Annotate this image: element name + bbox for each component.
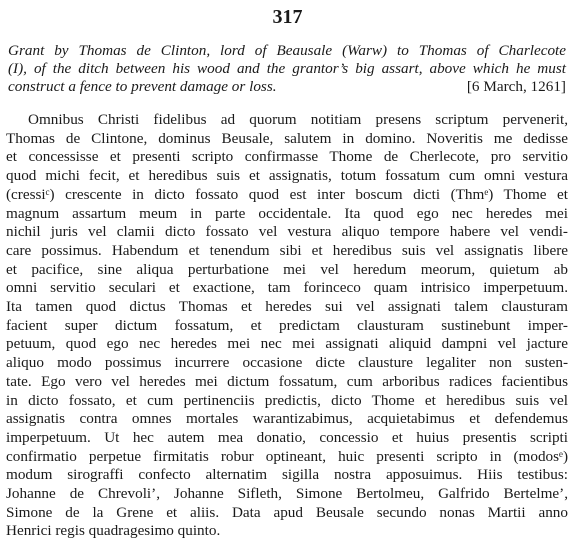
charter-line: Omnibus Christi fidelibus ad quorum notitiam presens scriptum pervenerit, bbox=[28, 111, 568, 128]
charter-line: Johanne de Chrevoli’, Johanne Sifleth, Simone Bertolmeu, Galfrido Bertelme’, bbox=[6, 485, 568, 503]
charter-line: tate. Ego vero vel heredes mei dictum fossatum, cum arboribus radices facientibus bbox=[6, 372, 568, 390]
charter-line: care possimus. Habendum et tenendum sibi et heredibus suis vel assignatis libere bbox=[6, 241, 568, 259]
summary-line: (I), of the ditch between his wood and the grantor’s big assart, above which he must bbox=[8, 60, 566, 77]
summary-line: Grant by Thomas de Clinton, lord of Beausale (Warw) to Thomas of Charlecote bbox=[8, 42, 566, 59]
document-date: [6 March, 1261] bbox=[466, 78, 566, 95]
charter-line: omni servitio seculari et exactione, tam forinceco quam intrisico imperpetuum. bbox=[6, 279, 568, 297]
summary-line-last bbox=[8, 78, 566, 96]
charter-line: aliquo modo possimus incurrere occasione dicte clausture legaliter non susten- bbox=[6, 354, 568, 372]
charter-line: et pacifice, sine aliqua perturbatione mei vel heredum meorum, quietum ab bbox=[6, 260, 568, 278]
summary-line-text: construct a fence to prevent damage or loss. bbox=[8, 78, 277, 95]
document-summary bbox=[8, 42, 566, 96]
charter-line: nichil juris vel clamii dicto fossato vel vestura aliquo tempore habere vel vendi- bbox=[6, 223, 568, 241]
charter-line: imperpetuum. Ut hec autem mea donatio, concessio et huius presentis scripti bbox=[6, 428, 568, 446]
charter-line: petuum, quod ego nec heredes mei nec mei assignati aliquid dampni vel jacture bbox=[6, 335, 568, 353]
charter-line: modum sirograffi confecto alternatim sigilla nostra apposuimus. Hiis testibus: bbox=[6, 466, 568, 484]
charter-line: Simone de la Grene et aliis. Data apud Beusale secundo nonas Martii anno bbox=[6, 503, 568, 521]
charter-text bbox=[6, 111, 568, 541]
charter-line: assignatis contra omnes mortales warantizabimus, acquietabimus et defendemus bbox=[6, 410, 568, 428]
charter-line: Ita tamen quod dictus Thomas et heredes sui vel assignati talem clausturam bbox=[6, 298, 568, 316]
charter-line: et concessisse et presenti scripto confirmasse Thome de Cherlecote, pro servitio bbox=[6, 148, 568, 166]
charter-line: (cressiᶜ) crescente in dicto fossato quod est inter boscum dicti (Thmᵉ) Thome et bbox=[6, 185, 568, 203]
charter-line: in dicto fossato, et cum pertinenciis predictis, dicto Thome et heredibus suis vel bbox=[6, 391, 568, 409]
charter-line: magnum assartum meum in parte occidentale. Ita quod ego nec heredes mei bbox=[6, 204, 568, 222]
document-number: 317 bbox=[272, 6, 303, 28]
charter-line-last: Henrici regis quadragesimo quinto. bbox=[6, 522, 221, 540]
charter-line: facient super dictum fossatum, et predictam clausturam sustinebunt imper- bbox=[6, 316, 568, 334]
charter-line: confirmatio perpetue firmitatis robur optineant, huic presenti scripto in (modosᵉ) bbox=[6, 447, 568, 465]
charter-line: quod michi fecit, et heredibus suis et assignatis, totum fossatum cum omni vestura bbox=[6, 167, 568, 185]
charter-line: Thomas de Clintone, dominus Beusale, salutem in domino. Noveritis me dedisse bbox=[6, 129, 568, 147]
